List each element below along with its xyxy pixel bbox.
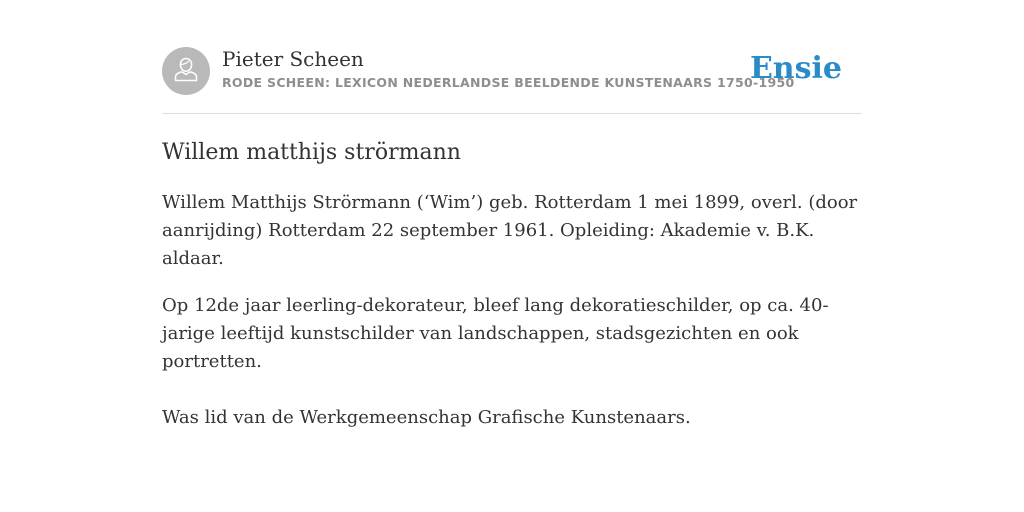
- article-body: [162, 189, 862, 432]
- article-page: [162, 0, 862, 432]
- article-header: [162, 47, 862, 114]
- article-paragraph: Op 12de jaar leerling-dekorateur, bleef lang dekoratieschilder, op ca. 40-jarige leeftijd kunstschilder van landschappen, stadsgezichten en ook portretten.: [162, 295, 829, 372]
- avatar[interactable]: [162, 47, 210, 95]
- article-title: Willem matthijs strörmann: [162, 140, 461, 165]
- author-name[interactable]: Pieter Scheen: [222, 47, 364, 71]
- source-title[interactable]: RODE SCHEEN: LEXICON NEDERLANDSE BEELDENDE KUNSTENAARS 1750-1950: [222, 75, 795, 90]
- user-icon: [172, 55, 200, 88]
- brand-logo[interactable]: Ensie: [749, 51, 842, 86]
- article-paragraph: Willem Matthijs Strörmann (‘Wim’) geb. Rotterdam 1 mei 1899, overl. (door aanrijding) Rotterdam 22 september 1961. Opleiding: Akademie v. B.K. aldaar.: [162, 192, 858, 269]
- article-paragraph: Was lid van de Werkgemeenschap Grafische Kunstenaars.: [162, 407, 691, 428]
